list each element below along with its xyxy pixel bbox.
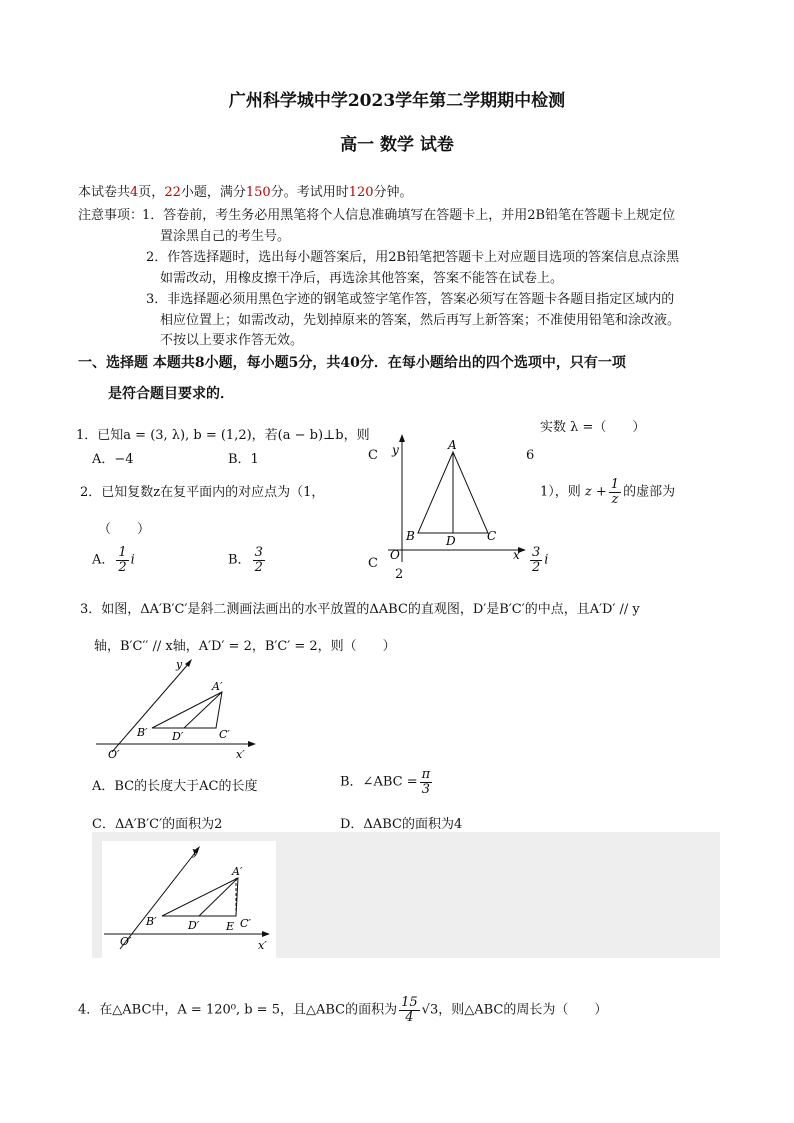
q2-paren: （ ） xyxy=(98,522,151,537)
notice-label: 注意事项： xyxy=(78,208,144,223)
fig3-a-label: A′ xyxy=(232,865,243,878)
oblique-figure-with-height xyxy=(102,841,276,958)
triangle-coordinate-figure xyxy=(380,432,530,572)
q2-option-d[interactable]: $\frac{3}{2}$ i xyxy=(532,545,549,575)
section-heading-cont: 是符合题目要求的． xyxy=(108,386,234,402)
q3-option-a[interactable]: A．BC的长度大于AC的长度 xyxy=(92,779,258,794)
fig2-o-label: O′ xyxy=(108,748,120,761)
notice-2b: 如需改动，用橡皮擦干净后，再选涂其他答案，答案不能答在试卷上。 xyxy=(160,271,564,286)
q3-option-d[interactable]: D．ΔABC的面积为4 xyxy=(340,817,463,832)
q2-stem: 2．已知复数z在复平面内的对应点为（1， xyxy=(80,485,325,500)
fig2-y-label: y xyxy=(176,658,183,671)
fig3-d-label: D′ xyxy=(188,919,200,932)
fig3-x-label: x′ xyxy=(258,939,267,952)
fig3-y-label: y xyxy=(192,845,199,858)
fig2-x-label: x′ xyxy=(236,748,245,761)
q1-option-c[interactable]: C xyxy=(368,448,378,463)
q2-option-b[interactable]: B． $\frac{3}{2}$ xyxy=(228,545,263,575)
page-subtitle: 高一 数学 试卷 xyxy=(340,135,454,155)
q2-option-c[interactable]: C xyxy=(368,556,378,571)
notice-3c: 不按以上要求作答无效。 xyxy=(160,333,304,348)
notice-3b: 相应位置上；如需改动，先划掉原来的答案，然后再写上新答案；不准使用铅笔和涂改液。 xyxy=(160,313,681,328)
page-title: 广州科学城中学2023学年第二学期期中检测 xyxy=(228,91,566,111)
q1-stem: 1．已知a = (3, λ), b = (1,2)，若(a − b)⊥b，则 xyxy=(76,428,370,443)
fig2-a-label: A′ xyxy=(212,680,223,693)
oblique-figure xyxy=(94,656,264,762)
fig1-x-label: x xyxy=(513,548,520,562)
notice-2a: 2．作答选择题时，选出每小题答案后，用2B铅笔把答题卡上对应题目选项的答案信息点涂黑 xyxy=(146,250,680,265)
q1-option-a[interactable]: A．−4 xyxy=(92,452,134,467)
q2-option-a[interactable]: A． $\frac{1}{2}$ i xyxy=(92,545,135,575)
q3-option-c[interactable]: C．ΔA′B′C′的面积为2 xyxy=(92,817,223,832)
q3-stem-1: 3．如图，ΔA′B′C′是斜二测画法画出的水平放置的ΔABC的直观图，D′是B′C′的中点，且A′D′ // y xyxy=(80,602,640,617)
fig2-b-label: B′ xyxy=(137,726,148,739)
fig1-d-label: D xyxy=(446,534,456,548)
fig3-e-label: E xyxy=(226,920,235,933)
fig1-b-label: B xyxy=(406,529,415,543)
q4-stem: 4．在△ABC中，A = 120⁰, b = 5，且△ABC的面积为 $\frac{15}{4}$ √3，则△ABC的周长为（ ） xyxy=(78,995,608,1025)
q2-tail: 1），则 z + $\frac{1}{z}$ 的虚部为 xyxy=(540,477,676,507)
notice-1b: 置涂黑自己的考生号。 xyxy=(160,229,291,244)
q2-option-c-den: 2 xyxy=(395,567,404,582)
fig3-b-label: B′ xyxy=(146,915,157,928)
fig2-c-label: C′ xyxy=(219,728,230,741)
fig1-c-label: C xyxy=(487,529,497,543)
fig2-d-label: D′ xyxy=(172,730,184,743)
exam-info: 本试卷共4页，22小题，满分150分。考试用时120分钟。 xyxy=(78,185,413,200)
notice-3a: 3．非选择题必须用黑色字迹的钢笔或签字笔作答，答案必须写在答题卡各题目指定区域内的 xyxy=(146,292,675,307)
fig1-o-label: O xyxy=(390,548,400,562)
q1-option-b[interactable]: B．1 xyxy=(228,452,259,467)
fig1-y-label: y xyxy=(392,443,399,457)
q1-option-d[interactable]: 6 xyxy=(526,448,535,463)
fig3-c-label: C′ xyxy=(240,917,251,930)
fig3-o-label: O′ xyxy=(120,935,132,948)
q3-stem-2: 轴，B′C′′ // x轴，A′D′ = 2，B′C′ = 2，则（ ） xyxy=(94,639,396,654)
q3-option-b[interactable]: B．∠ABC = $\frac{\pi}{3}$ xyxy=(340,767,431,797)
notice-1a: 1．答卷前，考生务必用黑笔将个人信息准确填写在答题卡上，并用2B铅笔在答题卡上规定位 xyxy=(142,208,676,223)
fig1-a-label: A xyxy=(448,438,457,452)
section-heading: 一、选择题 本题共8小题，每小题5分，共40分．在每小题给出的四个选项中，只有一项 xyxy=(78,355,626,371)
q1-tail: 实数 λ =（ ） xyxy=(540,420,646,435)
